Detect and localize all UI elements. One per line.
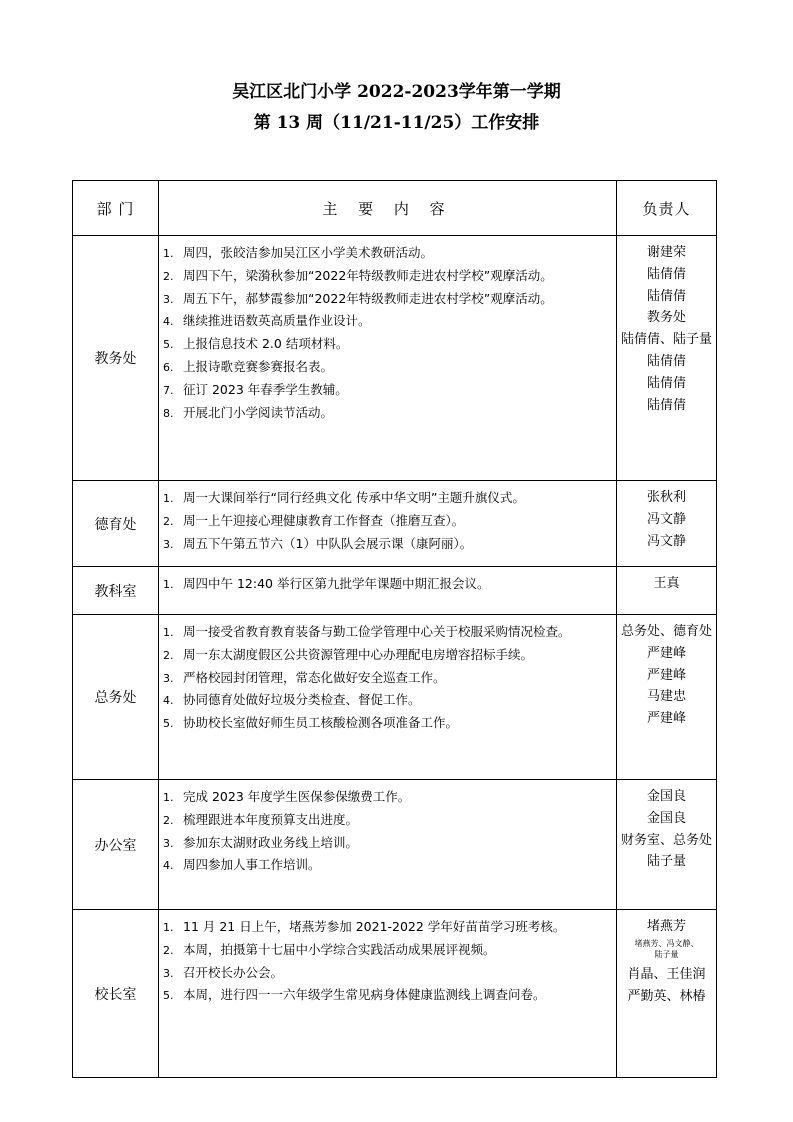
- responsible-name: 教务处: [646, 310, 686, 326]
- list-item: 4. 协同德育处做好垃圾分类检查、督促工作。: [163, 692, 421, 708]
- responsible-cell: [617, 615, 717, 780]
- responsible-cell: [617, 780, 717, 910]
- list-item: 3. 周五下午第五节六（1）中队队会展示课（康阿丽）。: [163, 535, 473, 551]
- list-item: 4. 周四参加人事工作培训。: [163, 857, 321, 873]
- responsible-name: 严建峰: [646, 711, 686, 727]
- dept-cell: 教科室: [73, 567, 159, 615]
- list-item: 7. 征订 2023 年春季学生教辅。: [163, 381, 348, 397]
- responsible-cell: [617, 910, 717, 1078]
- responsible-name: 金国良: [646, 810, 686, 826]
- responsible-name: 冯文静: [646, 533, 686, 549]
- responsible-cell: [617, 567, 717, 615]
- header-responsible: 负责人: [617, 181, 717, 236]
- responsible-name: 陆子量: [646, 854, 686, 870]
- table-row: [73, 481, 717, 567]
- list-item: 4. 继续推进语数英高质量作业设计。: [163, 313, 371, 329]
- content-cell: [159, 780, 617, 910]
- table-header-row: [73, 181, 717, 236]
- list-item: 5. 协助校长室做好师生员工核酸检测各项准备工作。: [163, 715, 459, 731]
- responsible-name: 堵燕芳: [646, 919, 686, 934]
- responsible-name: 陆倩倩、陆子量: [620, 332, 712, 348]
- table-row: [73, 615, 717, 780]
- table-row: [73, 236, 717, 481]
- responsible-name: 谢建荣: [646, 245, 686, 260]
- responsible-name: 金国良: [646, 789, 686, 804]
- list-item: 3. 召开校长办公会。: [163, 964, 284, 980]
- responsible-name-small: 堵燕芳、冯文静、: [634, 938, 699, 948]
- responsible-name: 陆倩倩: [646, 375, 686, 391]
- responsible-name: 王真: [653, 576, 680, 591]
- responsible-name: 财务室、总务处: [620, 832, 712, 848]
- content-cell: [159, 615, 617, 780]
- responsible-name: 严建峰: [646, 645, 686, 661]
- table-row: [73, 567, 717, 615]
- list-item: 1. 周一接受省教育教育装备与勤工俭学管理中心关于校服采购情况检查。: [163, 624, 571, 639]
- responsible-name-small: 陆子量: [654, 949, 679, 959]
- list-item: 8. 开展北门小学阅读节活动。: [163, 404, 334, 420]
- responsible-name: 陆倩倩: [646, 397, 686, 413]
- table-row: [73, 910, 717, 1078]
- list-item: 2. 周四下午，梁漪秋参加“2022年特级教师走进农村学校”观摩活动。: [163, 267, 553, 283]
- list-item: 5. 本周，进行四一一六年级学生常见病身体健康监测线上调查问卷。: [163, 987, 546, 1003]
- list-item: 3. 参加东太湖财政业务线上培训。: [163, 834, 359, 850]
- header-content: 主 要 内 容: [159, 181, 617, 236]
- list-item: 3. 严格校园封闭管理，常态化做好安全巡查工作。: [163, 669, 446, 685]
- content-cell: [159, 481, 617, 567]
- responsible-cell: [617, 236, 717, 481]
- dept-cell: 办公室: [73, 780, 159, 910]
- list-item: 1. 周一大课间举行“同行经典文化 传承中华文明”主题升旗仪式。: [163, 490, 525, 505]
- content-cell: [159, 236, 617, 481]
- list-item: 1. 周四中午 12:40 举行区第九批学年课题中期汇报会议。: [163, 576, 490, 591]
- content-cell: [159, 910, 617, 1078]
- list-item: 1. 完成 2023 年度学生医保参保缴费工作。: [163, 789, 411, 804]
- responsible-name: 肖晶、王佳润: [627, 966, 706, 982]
- dept-cell: 德育处: [73, 481, 159, 567]
- responsible-cell: [617, 481, 717, 567]
- table-row: [73, 780, 717, 910]
- responsible-name: 冯文静: [646, 511, 686, 527]
- responsible-name: 陆倩倩: [646, 288, 686, 304]
- dept-cell: 教务处: [73, 236, 159, 481]
- list-item: 2. 梳理跟进本年度预算支出进度。: [163, 811, 359, 827]
- dept-cell: 总务处: [73, 615, 159, 780]
- list-item: 2. 周一上午迎接心理健康教育工作督查（推磨互查）。: [163, 512, 465, 528]
- list-item: 5. 上报信息技术 2.0 结项材料。: [163, 336, 349, 352]
- header-dept: 部 门: [73, 181, 159, 236]
- responsible-name: 张秋利: [646, 490, 686, 505]
- list-item: 6. 上报诗歌竞赛参赛报名表。: [163, 358, 334, 374]
- document-title: 吴江区北门小学 2022-2023学年第一学期: [232, 82, 561, 102]
- responsible-name: 陆倩倩: [646, 353, 686, 369]
- responsible-name: 陆倩倩: [646, 266, 686, 282]
- list-item: 1. 周四，张皎洁参加吴江区小学美术教研活动。: [163, 245, 434, 260]
- content-cell: [159, 567, 617, 615]
- document-subtitle: 第 13 周（11/21-11/25）工作安排: [253, 113, 540, 133]
- responsible-name: 严建峰: [646, 667, 686, 683]
- responsible-name: 总务处、德育处: [620, 624, 712, 639]
- schedule-table: [72, 180, 717, 1078]
- list-item: 2. 周一东太湖度假区公共资源管理中心办理配电房增容招标手续。: [163, 646, 534, 662]
- list-item: 3. 周五下午，郝梦霞参加“2022年特级教师走进农村学校”观摩活动。: [163, 290, 553, 306]
- dept-cell: 校长室: [73, 910, 159, 1078]
- list-item: 1. 11 月 21 日上午，堵燕芳参加 2021-2022 学年好苗苗学习班考核。: [163, 919, 566, 934]
- list-item: 2. 本周，拍摄第十七届中小学综合实践活动成果展评视频。: [163, 941, 496, 957]
- responsible-name: 严勤英、林椿: [627, 988, 706, 1004]
- responsible-name: 马建忠: [646, 689, 686, 705]
